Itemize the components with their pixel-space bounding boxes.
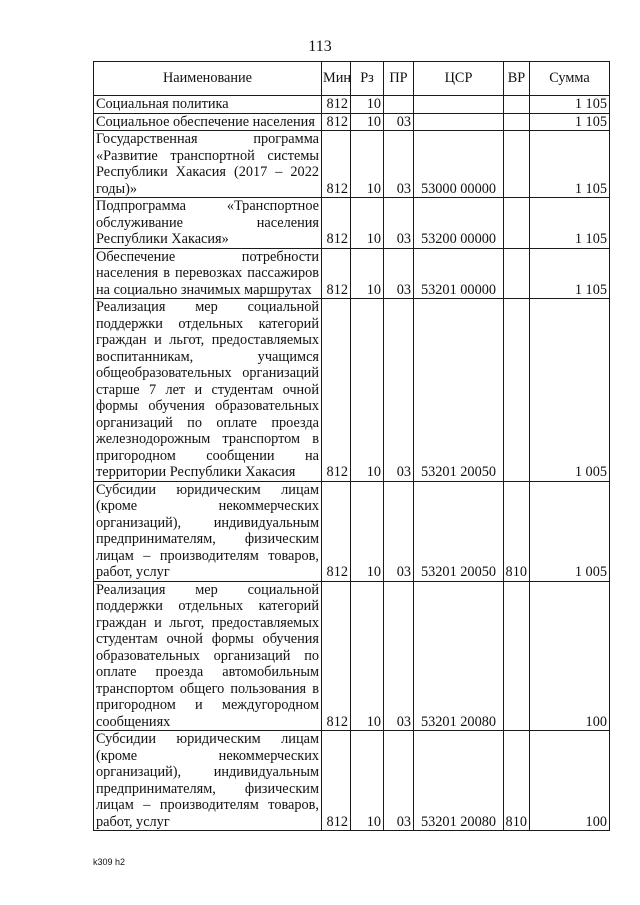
budget-table [93,61,610,831]
row-csr: 53000 00000 [414,131,504,198]
footer-code: k309 h2 [93,857,126,867]
table-row [94,299,610,482]
row-min: 812 [322,96,351,114]
table-header-row [94,62,610,96]
header-rz: Рз [351,62,384,96]
row-name: Реализация мер социальной поддержки отдельных категорий граждан и льгот, предоставляемых воспитанникам, учащимся общеобразовательных организаций старше 7 лет и студентам очной формы обучения образовательных организаций по оплате проезда железнодорожным транспортом в пригородном сообщении на территории Республики Хакасия [94,299,322,482]
header-pr: ПР [384,62,414,96]
row-csr: 53201 20080 [414,581,504,731]
table-row [94,113,610,131]
row-pr: 03 [384,299,414,482]
row-csr [414,96,504,114]
row-rz: 10 [351,96,384,114]
row-name: Субсидии юридическим лицам (кроме некоммерческих организаций), индивидуальным предпринимателям, физическим лицам – производителям товаров, работ, услуг [94,731,322,831]
row-sum: 1 105 [530,198,610,249]
row-vr [504,96,530,114]
row-min: 812 [322,299,351,482]
header-sum: Сумма [530,62,610,96]
row-vr [504,299,530,482]
header-csr: ЦСР [414,62,504,96]
row-rz: 10 [351,248,384,299]
row-sum: 1 005 [530,481,610,581]
row-sum: 1 105 [530,96,610,114]
table-row [94,96,610,114]
row-pr: 03 [384,481,414,581]
row-vr [504,198,530,249]
row-vr [504,581,530,731]
row-name: Социальное обеспечение населения [94,113,322,131]
table-row [94,131,610,198]
row-rz: 10 [351,113,384,131]
row-pr: 03 [384,131,414,198]
table-row [94,481,610,581]
row-csr: 53201 00000 [414,248,504,299]
row-min: 812 [322,481,351,581]
row-sum: 1 005 [530,299,610,482]
row-vr: 810 [504,731,530,831]
row-vr: 810 [504,481,530,581]
row-pr: 03 [384,731,414,831]
row-rz: 10 [351,581,384,731]
page-number: 113 [308,38,332,55]
header-name: Наименование [94,62,322,96]
row-csr: 53200 00000 [414,198,504,249]
row-pr: 03 [384,198,414,249]
table-row [94,581,610,731]
header-min: Мин [322,62,351,96]
row-csr: 53201 20050 [414,481,504,581]
row-name: Подпрограмма «Транспортное обслуживание населения Республики Хакасия» [94,198,322,249]
row-csr: 53201 20050 [414,299,504,482]
row-rz: 10 [351,481,384,581]
row-min: 812 [322,248,351,299]
row-rz: 10 [351,131,384,198]
row-min: 812 [322,581,351,731]
row-rz: 10 [351,299,384,482]
row-vr [504,113,530,131]
row-min: 812 [322,198,351,249]
row-csr [414,113,504,131]
row-csr: 53201 20080 [414,731,504,831]
row-vr [504,131,530,198]
row-pr: 03 [384,113,414,131]
row-pr: 03 [384,581,414,731]
row-min: 812 [322,731,351,831]
row-vr [504,248,530,299]
table-row [94,731,610,831]
table-row [94,248,610,299]
row-sum: 1 105 [530,113,610,131]
row-sum: 100 [530,581,610,731]
row-name: Социальная политика [94,96,322,114]
row-name: Реализация мер социальной поддержки отдельных категорий граждан и льгот, предоставляемых студентам очной формы обучения образовательных организаций по оплате проезда автомобильным транспортом общего пользования в пригородном и междугородном сообщениях [94,581,322,731]
row-sum: 1 105 [530,131,610,198]
row-min: 812 [322,113,351,131]
header-vr: ВР [504,62,530,96]
row-name: Государственная программа «Развитие транспортной системы Республики Хакасия (2017 – 2022 годы)» [94,131,322,198]
row-pr: 03 [384,248,414,299]
row-name: Субсидии юридическим лицам (кроме некоммерческих организаций), индивидуальным предпринимателям, физическим лицам – производителям товаров, работ, услуг [94,481,322,581]
row-name: Обеспечение потребности населения в перевозках пассажиров на социально значимых маршрутах [94,248,322,299]
row-sum: 1 105 [530,248,610,299]
row-sum: 100 [530,731,610,831]
row-rz: 10 [351,731,384,831]
row-min: 812 [322,131,351,198]
row-rz: 10 [351,198,384,249]
row-pr [384,96,414,114]
table-row [94,198,610,249]
